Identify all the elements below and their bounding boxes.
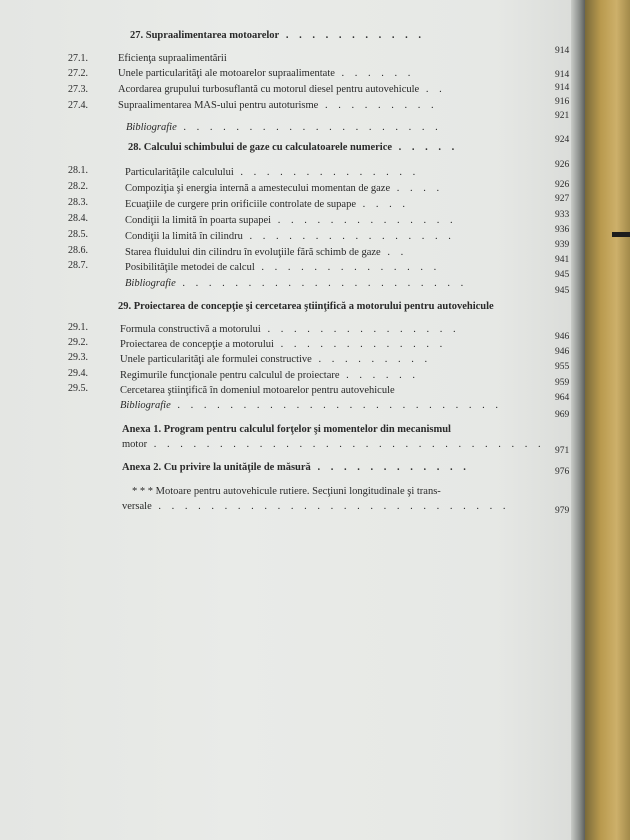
section-number: 28.1.: [68, 165, 88, 176]
page-number: 921: [555, 111, 570, 121]
section-number: 29.1.: [68, 322, 88, 333]
toc-entry-title: Regimurile funcţionale pentru calculul de proiectare: [120, 370, 340, 381]
toc-entry: [122, 439, 545, 450]
toc-entry: [128, 142, 458, 153]
toc-leader-dots: . . . . .: [392, 142, 459, 153]
toc-entry-title: 29. Proiectarea de concepţie şi cercetarea ştiinţifică a motorului pentru autovehicule: [118, 301, 494, 312]
toc-leader-dots: . .: [419, 84, 446, 95]
toc-leader-dots: . . . . . . . . . . . .: [310, 462, 470, 473]
toc-leader-dots: . . . . . . . . .: [318, 100, 438, 111]
toc-entry: [118, 301, 494, 312]
section-number: 29.3.: [68, 352, 88, 363]
page-number: 976: [555, 467, 570, 477]
toc-entry: [120, 354, 431, 365]
toc-leader-dots: . . . . . .: [339, 370, 420, 381]
toc-entry-title: versale: [122, 501, 152, 512]
book-edge: [585, 0, 630, 840]
section-number: 29.5.: [68, 383, 88, 394]
toc-entry: [118, 84, 446, 95]
page-number: 979: [555, 506, 570, 516]
toc-entry-title: Bibliografie: [126, 122, 177, 133]
page-number: 914: [555, 83, 570, 93]
toc-leader-dots: . .: [380, 247, 408, 258]
toc-entry-title: motor: [122, 439, 148, 450]
toc-entry: [130, 30, 425, 41]
toc-entry-title: Ecuaţiile de curgere prin orificiile controlate de supape: [125, 199, 356, 210]
toc-leader-dots: . . . . . . . . . . . . . . . . . . . .: [176, 122, 442, 133]
page-number: 916: [555, 97, 570, 107]
section-number: 27.1.: [68, 53, 88, 64]
toc-leader-dots: . . . . . . . . . . .: [279, 30, 425, 41]
toc-leader-dots: . . . . . .: [334, 68, 415, 79]
toc-entry: [122, 462, 470, 473]
toc-entry: [125, 231, 455, 242]
toc-entry-title: Formula constructivă a motorului: [120, 324, 261, 335]
toc-entry: [118, 100, 438, 111]
page-number: 939: [555, 240, 570, 250]
page-number: 945: [555, 270, 570, 280]
section-number: 28.3.: [68, 197, 88, 208]
toc-leader-dots: . . . .: [390, 183, 444, 194]
toc-entry-title: 28. Calcului schimbului de gaze cu calculatoarele numerice: [128, 142, 393, 153]
toc-entry-title: Starea fluidului din cilindru în evoluţiile fără schimb de gaze: [125, 247, 381, 258]
toc-entry-title: Supraalimentarea MAS-ului pentru autoturisme: [118, 100, 319, 111]
toc-leader-dots: . . . . . . . . . . . . . . . . . . . . . . . . .: [170, 400, 502, 411]
toc-entry-title: Acordarea grupului turbosuflantă cu motorul diesel pentru autovehicule: [118, 84, 420, 95]
toc-entry: [125, 167, 419, 178]
page-number: 969: [555, 410, 570, 420]
toc-entry: [125, 247, 407, 258]
toc-entry: [132, 486, 441, 497]
toc-leader-dots: . . . . . . . . . . . . . . . . . . . . . . . . . . . . . .: [147, 439, 545, 450]
page-number: 926: [555, 180, 570, 190]
page-number: 959: [555, 378, 570, 388]
toc-entry: [120, 339, 446, 350]
toc-leader-dots: . . . . . . . . . . . . . . . .: [242, 231, 455, 242]
toc-entry-title: Unele particularităţi ale formulei constructive: [120, 354, 312, 365]
toc-entry-title: Condiţii la limită în cilindru: [125, 231, 243, 242]
edge-mark: [612, 232, 630, 237]
toc-entry-title: Cercetarea ştiinţifică în domeniul motoarelor pentru autovehicule: [120, 385, 395, 396]
section-number: 27.2.: [68, 68, 88, 79]
toc-entry: [120, 370, 419, 381]
page-number: 914: [555, 70, 570, 80]
toc-leader-dots: . . . . . . . . . . . . . .: [254, 262, 441, 273]
page-number: 946: [555, 332, 570, 342]
page-number: 926: [555, 160, 570, 170]
toc-entry-title: Bibliografie: [125, 278, 176, 289]
toc-entry: [122, 424, 451, 435]
toc-entry: [125, 215, 457, 226]
toc-leader-dots: . . . . . . . . . . . . . .: [271, 215, 457, 226]
toc-entry: [126, 122, 442, 133]
section-number: 27.3.: [68, 84, 88, 95]
page-number: 945: [555, 286, 570, 296]
toc-leader-dots: . . . . . . . . . . . . . .: [233, 167, 420, 178]
toc-entry-title: Particularităţile calculului: [125, 167, 234, 178]
toc-entry-title: Proiectarea de concepţie a motorului: [120, 339, 274, 350]
toc-leader-dots: . . . . . . . . . . . . .: [273, 339, 447, 350]
toc-leader-dots: . . . .: [356, 199, 409, 210]
page-number: 936: [555, 225, 570, 235]
toc-entry: [118, 53, 227, 64]
section-number: 29.2.: [68, 337, 88, 348]
toc-entry: [125, 262, 440, 273]
toc-leader-dots: . . . . . . . . . . . . . . . . . . . . . .: [175, 278, 468, 289]
toc-entry: [120, 324, 460, 335]
toc-entry-title: * * * Motoare pentru autovehicule rutiere. Secţiuni longitudinale şi trans-: [132, 486, 441, 497]
toc-entry-title: Condiţii la limită în poarta supapei: [125, 215, 272, 226]
page-number: 941: [555, 255, 570, 265]
toc-entry: [125, 278, 467, 289]
toc-entry: [125, 183, 443, 194]
toc-entry-title: Compoziţia şi energia internă a amestecului momentan de gaze: [125, 183, 391, 194]
section-number: 29.4.: [68, 368, 88, 379]
section-number: 28.4.: [68, 213, 88, 224]
toc-entry-title: Bibliografie: [120, 400, 171, 411]
section-number: 27.4.: [68, 100, 88, 111]
toc-leader-dots: . . . . . . . . . . . . . . . . . . . . . . . . . . .: [151, 501, 510, 512]
toc-entry-title: Anexa 1. Program pentru calculul forţelor şi momentelor din mecanismul: [122, 424, 451, 435]
page-number: 971: [555, 446, 570, 456]
toc-entry: [120, 385, 395, 396]
page-number: 955: [555, 362, 570, 372]
toc-entry-title: Eficienţa supraalimentării: [118, 53, 227, 64]
toc-leader-dots: . . . . . . . . . . . . . . .: [260, 324, 460, 335]
toc-entry: [125, 199, 409, 210]
page-number: 933: [555, 210, 570, 220]
toc-entry: [122, 501, 509, 512]
toc-entry: [118, 68, 414, 79]
toc-entry-title: Unele particularităţi ale motoarelor supraalimentate: [118, 68, 335, 79]
page-number: 964: [555, 393, 570, 403]
page-number: 946: [555, 347, 570, 357]
section-number: 28.6.: [68, 245, 88, 256]
toc-entry: [120, 400, 502, 411]
page-number: 927: [555, 194, 570, 204]
section-number: 28.2.: [68, 181, 88, 192]
toc-entry-title: Posibilităţile metodei de calcul: [125, 262, 255, 273]
toc-entry-title: 27. Supraalimentarea motoarelor: [130, 30, 280, 41]
section-number: 28.7.: [68, 260, 88, 271]
toc-entry-title: Anexa 2. Cu privire la unităţile de măsură: [122, 462, 311, 473]
toc-leader-dots: . . . . . . . . .: [311, 354, 432, 365]
section-number: 28.5.: [68, 229, 88, 240]
page-number: 924: [555, 135, 570, 145]
page-number: 914: [555, 46, 570, 56]
